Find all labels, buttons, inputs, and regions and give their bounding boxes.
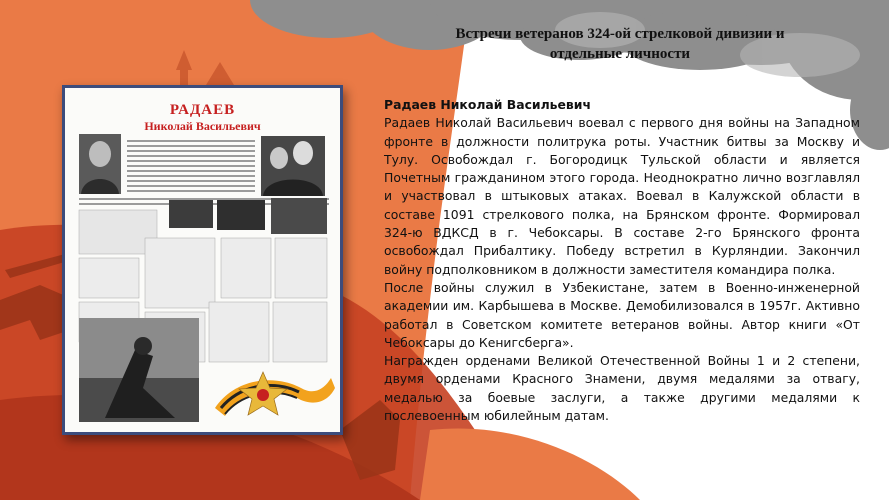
poster-surname: РАДАЕВ — [169, 102, 236, 118]
poster-graphics — [65, 88, 340, 432]
slide-title: Встречи ветеранов 324-ой стрелковой дивизии и отдельные личности — [455, 26, 785, 62]
poster-given-name: Николай Васильевич — [144, 119, 261, 133]
orange-wedge-right — [420, 428, 640, 500]
article-paragraph-2: После войны служил в Узбекистане, затем в Военно-инженерной академии им. Карбышева в Москве. Демобилизовался в 1957г. Активно работал в Советском комитете ветеранов войны. Автор книги «От Чебоксары до Кенигсберга». — [384, 279, 860, 350]
article-text — [384, 96, 860, 425]
portrait-photo — [79, 134, 121, 194]
couple-photo — [261, 136, 325, 196]
article-heading: Радаев Николай Васильевич — [384, 97, 591, 112]
article-paragraph-3: Награжден орденами Великой Отечественной Войны 1 и 2 степени, двумя орденами Красного Знамени, двумя медалями за отвагу, медалью за боевые заслуги, а также другими медалями к послевоенным юбилейным датам. — [384, 353, 860, 424]
war-photo — [79, 318, 199, 422]
article-paragraph-1: Радаев Николай Васильевич воевал с первого дня войны на Западном фронте в должности политрука роты. Участник битвы за Москву и Тулу. Освобождал г. Богородицк Тульской области и является Почетным гражданином этого города. Неоднократно лично возглавлял и участвовал в штыковых атаках. Воевал в Калужской области в составе 1091 стрелкового полка, на Брянском фронте. Формировал 324-ю ВДКСД в г. Чебоксары. В составе 2-го Брянского фронта освобождал Прибалтику. Победу встретил в Курляндии. Закончил войну подполковником в должности заместителя командира полка. — [384, 115, 860, 277]
memorial-poster — [62, 85, 343, 435]
